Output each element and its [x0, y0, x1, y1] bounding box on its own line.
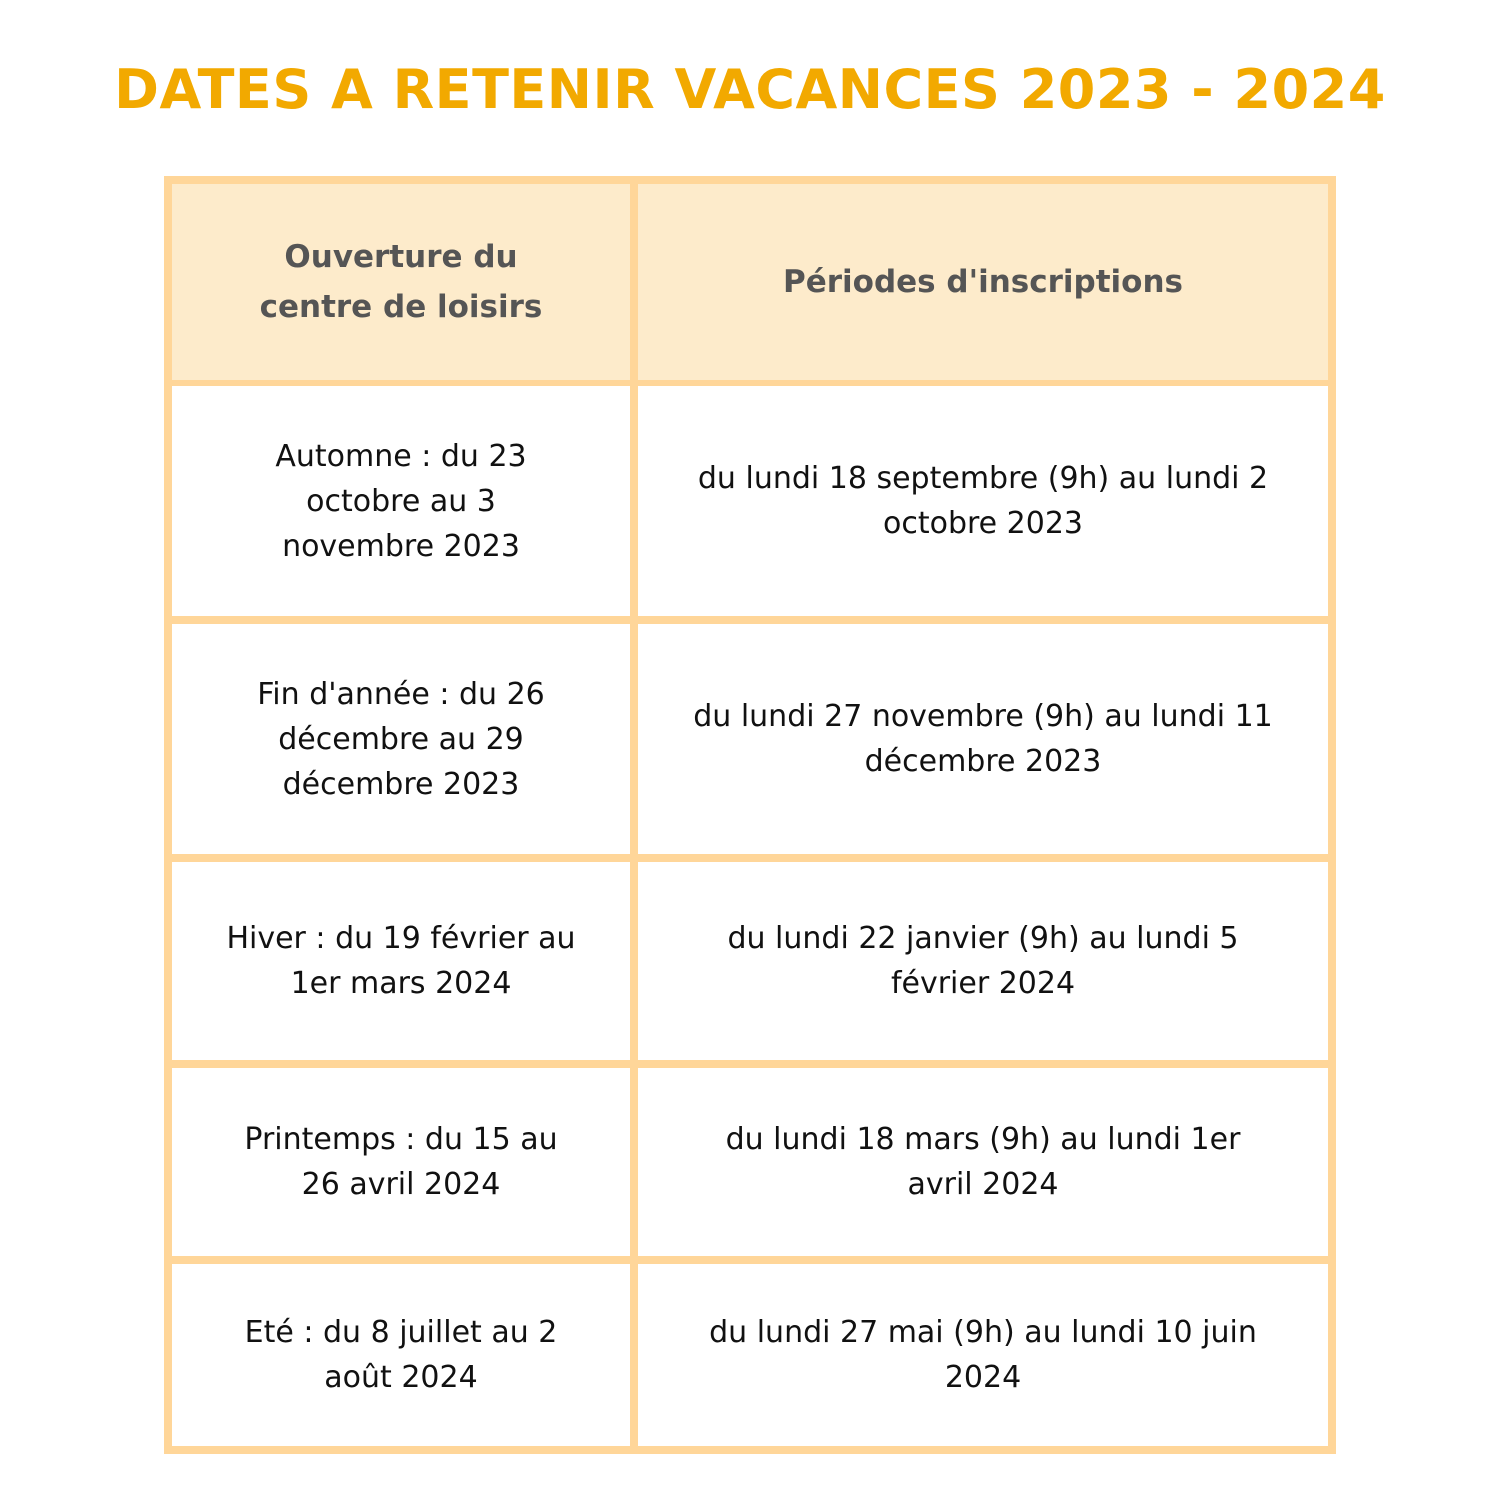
table-row-2-ouverture: Hiver : du 19 février au 1er mars 2024 — [172, 862, 630, 1060]
table-row-1-ouverture: Fin d'année : du 26 décembre au 29 décembre 2023 — [172, 624, 630, 854]
table-row-0-ouverture: Automne : du 23 octobre au 3 novembre 2023 — [172, 386, 630, 616]
header-inscriptions: Périodes d'inscriptions — [638, 184, 1328, 380]
table-row-3-ouverture: Printemps : du 15 au 26 avril 2024 — [172, 1068, 630, 1256]
dates-table — [164, 176, 1336, 1454]
table-row-2-inscriptions: du lundi 22 janvier (9h) au lundi 5 février 2024 — [638, 862, 1328, 1060]
table-row-3-inscriptions: du lundi 18 mars (9h) au lundi 1er avril 2024 — [638, 1068, 1328, 1256]
table-row-1-inscriptions: du lundi 27 novembre (9h) au lundi 11 décembre 2023 — [638, 624, 1328, 854]
page-title: DATES A RETENIR VACANCES 2023 - 2024 — [114, 58, 1386, 121]
table-row-4-inscriptions: du lundi 27 mai (9h) au lundi 10 juin 2024 — [638, 1264, 1328, 1446]
header-ouverture: Ouverture du centre de loisirs — [172, 184, 630, 380]
table-row-4-ouverture: Eté : du 8 juillet au 2 août 2024 — [172, 1264, 630, 1446]
table-row-0-inscriptions: du lundi 18 septembre (9h) au lundi 2 octobre 2023 — [638, 386, 1328, 616]
